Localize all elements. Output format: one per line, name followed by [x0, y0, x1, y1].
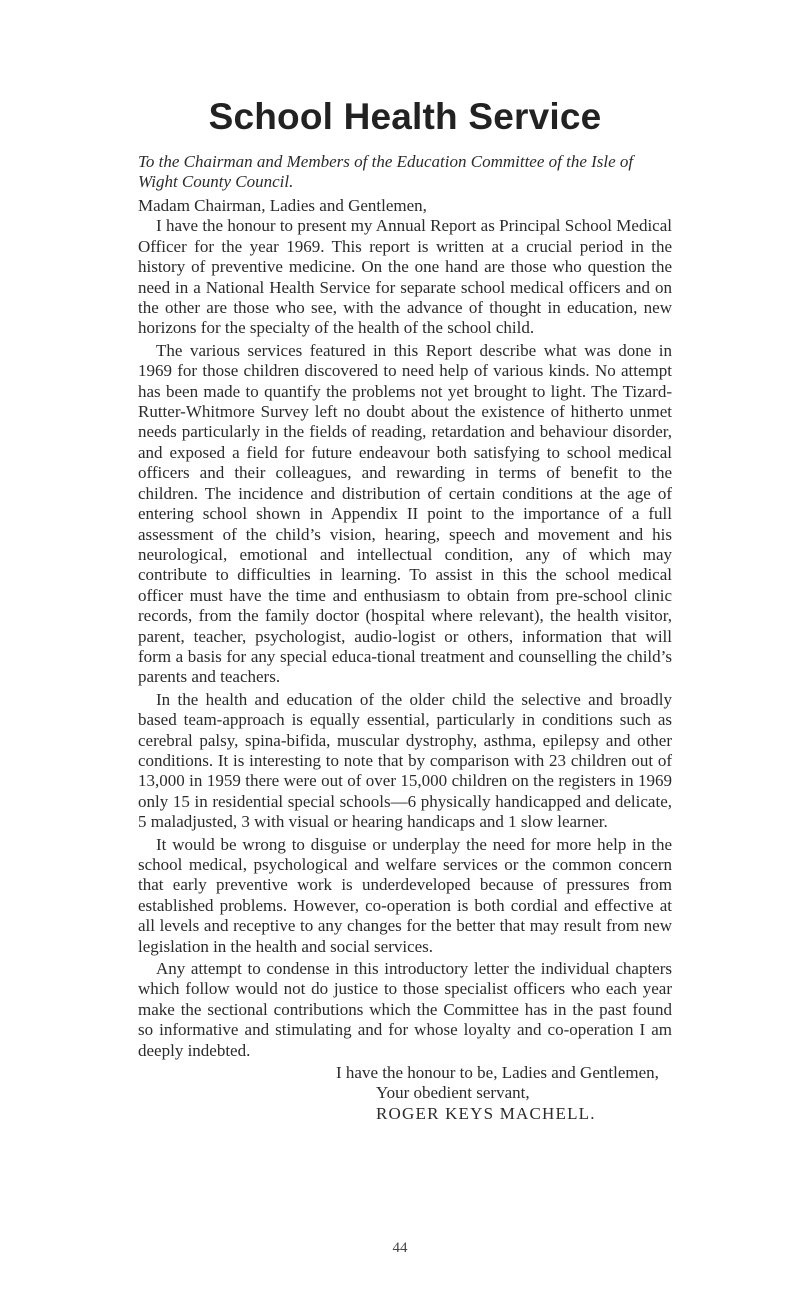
paragraph-2: The various services featured in this Report describe what was done in 1969 for those children discovered to need help of various kinds. No attempt has been made to quantify the problems not yet brought to light. The Tizard-Rutter-Whitmore Survey left no doubt about the existence of hitherto unmet needs particularly in the fields of reading, retardation and behaviour disorder, and exposed a field for future endeavour both satisfying to school medical officers and their colleagues, and rewarding in terms of benefit to the children. The incidence and distribution of certain conditions at the age of entering school shown in Appendix II point to the importance of a full assessment of the child’s vision, hearing, speech and movement and his neurological, emotional and intellectual condition, any of which may contribute to difficulties in learning. To assist in this the school medical officer must have the time and enthusiasm to obtain from pre-school clinic records, from the family doctor (hospital where relevant), the health visitor, parent, teacher, psychologist, audio-logist or others, information that will form a basis for any special educa-tional treatment and counselling the child’s parents and teachers.	[138, 340, 672, 687]
salutation: Madam Chairman, Ladies and Gentlemen,	[138, 196, 427, 215]
closing-line-2: Your obedient servant,	[376, 1083, 530, 1103]
paragraph-5: Any attempt to condense in this introductory letter the individual chapters which follow would not do justice to those specialist officers who each year make the sectional contributions which the Committee has in the past found so informative and stimulating and for whose loyalty and co-operation I am deeply indebted.	[138, 959, 672, 1060]
page-title: School Health Service	[208, 96, 602, 137]
closing-line-1: I have the honour to be, Ladies and Gentlemen,	[336, 1063, 659, 1083]
paragraph-3: In the health and education of the older child the selective and broadly based team-approach is equally essential, particularly in conditions such as cerebral palsy, spina-bifida, muscular dystrophy, asthma, epilepsy and other conditions. It is interesting to note that by comparison with 23 children out of 13,000 in 1959 there were out of over 15,000 children on the registers in 1969 only 15 in residential special schools—6 physically handicapped and delicate, 5 maladjusted, 3 with visual or hearing handicaps and 1 slow learner.	[138, 689, 672, 832]
paragraph-1: I have the honour to present my Annual Report as Principal School Medical Officer for the year 1969. This report is written at a crucial period in the history of preventive medicine. On the one hand are those who question the need in a National Health Service for separate school medical officers and on the other are those who see, with the advance of thought in education, new horizons for the specialty of the health of the school child.	[138, 216, 672, 338]
paragraph-4: It would be wrong to disguise or underplay the need for more help in the school medical, psychological and welfare services or the common concern that early preventive work is underdeveloped because of pressures from established problems. However, co-operation is both cordial and effective at all levels and receptive to any changes for the better that may result from new legislation in the health and social services.	[138, 834, 672, 956]
signature: ROGER KEYS MACHELL.	[376, 1103, 596, 1123]
closing-block	[336, 1063, 672, 1124]
page-number: 44	[392, 1240, 408, 1256]
letter-page	[138, 96, 672, 1124]
addressee: To the Chairman and Members of the Education Committee of the Isle of Wight County Council.	[138, 152, 634, 191]
